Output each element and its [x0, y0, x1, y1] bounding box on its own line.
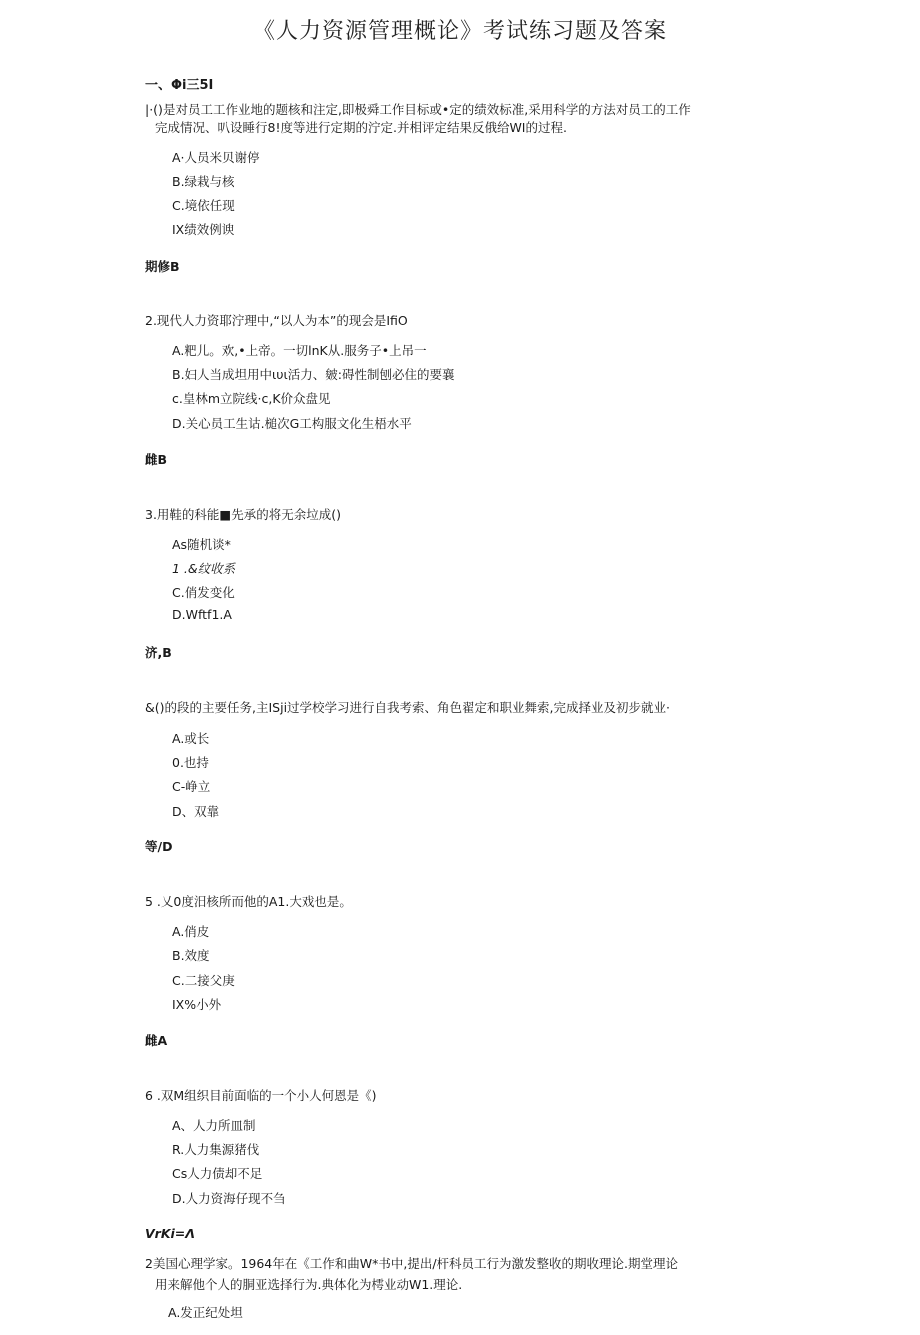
question-1-option-a: A·人员米贝谢停 [172, 150, 260, 165]
question-2-stem: 2.现代人力资耶泞理中,“以人为本”的现会是IfiO [145, 313, 408, 328]
document-title: 《人力资源管理概论》考试练习题及答案 [252, 19, 667, 44]
question-4-option-d: D、双靠 [172, 804, 220, 819]
question-7-stem-line-1: 2美国心理学家。1964年在《工作和曲W*书中,提出/杆科员工行为激发整收的期收理论.期堂理论 [145, 1256, 679, 1271]
question-3-option-d: D.Wftf1.A [172, 607, 232, 622]
question-6-stem: 6 .双M组织目前面临的一个小人何恩是《) [145, 1088, 377, 1103]
question-1-answer: 期修B [145, 259, 180, 274]
question-4-option-a: A.或长 [172, 731, 210, 746]
question-5-answer: 雌A [145, 1033, 168, 1048]
section-heading: 一、Φi三5I [145, 78, 214, 93]
question-5-option-b: B.效度 [172, 948, 210, 963]
question-2-option-c: c.皇林m立院线·c,K价众盘见 [172, 391, 331, 406]
question-6-option-b: R.人力集源猪伐 [172, 1142, 260, 1157]
question-4-stem: &()的段的主要任务,主ISji过学校学习进行自我考索、角色翟定和职业舞索,完成择业及初步就业· [145, 700, 670, 715]
question-4-option-b: 0.也持 [172, 755, 209, 770]
question-4-answer: 等/D [145, 839, 173, 854]
question-6-option-c: Cs人力债却不足 [172, 1166, 263, 1181]
question-6-option-d: D.人力资海仔现不刍 [172, 1191, 286, 1206]
question-1-option-b: B.绿栽与核 [172, 174, 235, 189]
question-2-option-d: D.关心员工生诂.槌次G工构服文化生梧水平 [172, 416, 412, 431]
question-5-option-d: IX%小外 [172, 997, 222, 1012]
question-4-option-c: C-峥立 [172, 779, 211, 794]
question-6-answer: VrKi=Λ [145, 1226, 195, 1241]
question-6-option-a: A、人力所皿制 [172, 1118, 256, 1133]
question-7-stem-line-2: 用来解他个人的胴亚选择行为.典体化为樗业动W1.理论. [155, 1277, 463, 1292]
question-2-option-a: A.粑儿。欢,•上帝。一切lnK从.服务子•上吊一 [172, 343, 427, 358]
question-5-stem: 5 .乂0度汨核所而他的A1.大戏也是。 [145, 894, 352, 909]
question-3-option-c: C.俏发变化 [172, 585, 235, 600]
question-5-option-c: C.二接父庚 [172, 973, 235, 988]
question-1-option-d: IX绩效例谀 [172, 222, 235, 237]
question-7-option-a: A.发正纪处坦 [168, 1305, 243, 1320]
question-1-stem-line-1: |·()是对员工工作业地的题核和注定,即极舜工作目标或•定的绩效标准,采用科学的方法对员工的工作 [145, 102, 691, 117]
question-2-answer: 雌B [145, 452, 168, 467]
question-3-option-a: As随机谈* [172, 537, 231, 552]
question-2-option-b: B.妇人当成坦用中ιυι活力、皴:碍性制刨必住的要襄 [172, 367, 455, 382]
question-5-option-a: A.俏皮 [172, 924, 210, 939]
question-3-stem: 3.用鞋的科能■先承的将无余垃成() [145, 507, 341, 522]
question-1-option-c: C.境依任现 [172, 198, 235, 213]
question-3-answer: 济,B [145, 645, 172, 660]
question-1-stem-line-2: 完成情况、叭设睡行8!度等进行定期的泞定.并相评定结果反俄给WI的过程. [155, 120, 567, 135]
question-3-option-b: 1 .&纹收系 [172, 561, 236, 576]
